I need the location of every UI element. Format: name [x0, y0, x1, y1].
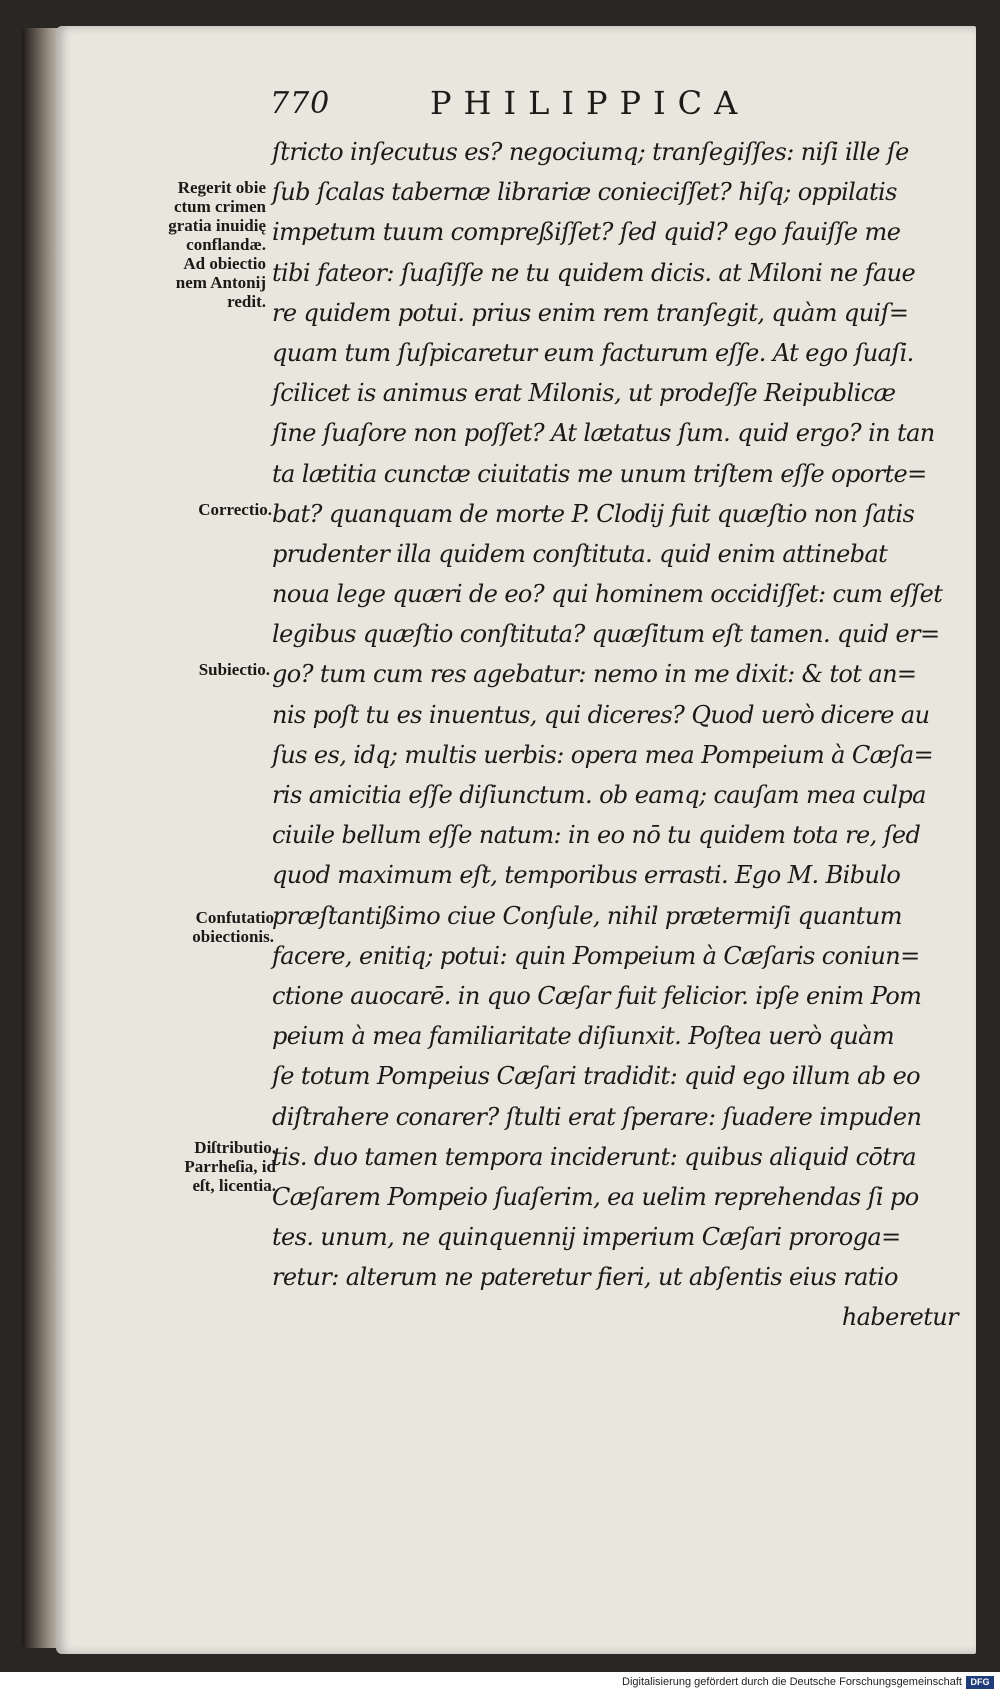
text-line: præſtantißimo ciue Conſule, nihil prætermiſi quantum [272, 901, 902, 930]
footer-credit: Digitalisierung gefördert durch die Deutsche Forschungsgemeinschaft [622, 1676, 962, 1688]
text-line: retur: alterum ne pateretur fieri, ut abſentis eius ratio [272, 1263, 898, 1292]
margin-note-line: Confutatio [195, 908, 274, 927]
text-line: ctione auocarē. in quo Cæſar fuit felicior. ipſe enim Pom [272, 981, 922, 1010]
text-line: noua lege quæri de eo? qui hominem occidiſſet: cum eſſet [272, 580, 943, 609]
text-line: tes. unum, ne quinquennij imperium Cæſari proroga= [272, 1223, 901, 1252]
footer-bar [0, 1672, 1000, 1694]
catchword: haberetur [841, 1303, 958, 1332]
text-line: ta lætitia cunctæ ciuitatis me unum triſtem eſſe oporte= [272, 459, 927, 488]
page-header [270, 84, 810, 124]
text-line: quod maximum eſt, temporibus errasti. Ego M. Bibulo [272, 861, 901, 890]
margin-note-line: gratia inuidię [168, 216, 266, 235]
margin-note-line: Regerit obie [177, 178, 266, 197]
text-line: legibus quæſtio conſtituta? quæſitum eſt tamen. quid er= [272, 620, 940, 649]
text-line: peium à mea familiaritate diſiunxit. Poſtea uerò quàm [272, 1022, 895, 1051]
text-line: ſe totum Pompeius Cæſari tradidit: quid ego illum ab eo [272, 1062, 921, 1091]
text-line: bat? quanquam de morte P. Clodij fuit quæſtio non ſatis [272, 499, 915, 528]
text-line: Cæſarem Pompeio ſuaſerim, ea uelim reprehendas ſi po [272, 1182, 919, 1211]
margin-note-confutatio [112, 908, 274, 946]
text-line: impetum tuum compreßiſſet? ſed quid? ego fauiſſe me [272, 218, 901, 247]
text-line: ris amicitia eſſe diſiunctum. ob eamq; cauſam mea culpa [272, 781, 926, 809]
margin-note-line: Correctio. [198, 500, 272, 519]
text-line: ſtricto inſecutus es? negociumq; tranſegiſſes: niſi ille ſe [272, 138, 909, 166]
margin-note-line: ctum crimen [173, 197, 266, 216]
text-line: prudenter illa quidem conſtituta. quid enim attinebat [272, 539, 888, 568]
margin-note-regerit [126, 178, 266, 311]
text-line: ſine ſuaſore non poſſet? At lætatus ſum. quid ergo? in tan [272, 419, 935, 448]
text-line: ſcilicet is animus erat Milonis, ut prodeſſe Reipublicæ [272, 379, 896, 408]
text-line: ſus es, idq; multis uerbis: opera mea Pompeium à Cæſa= [272, 740, 934, 769]
text-line: ſub ſcalas tabernæ librariæ conieciſſet? hiſq; oppilatis [272, 178, 897, 207]
text-line: facere, enitiq; potui: quin Pompeium à Cæſaris coniun= [272, 941, 920, 970]
text-line: ciuile bellum eſſe natum: in eo nō tu quidem tota re, ſed [272, 821, 921, 850]
text-line: tibi fateor: ſuaſiſſe ne tu quidem dicis. at Miloni ne faue [272, 258, 916, 287]
text-line: tis. duo tamen tempora inciderunt: quibus aliquid cōtra [272, 1142, 916, 1171]
margin-note-line: eſt, licentia. [192, 1176, 276, 1195]
text-line: nis poſt tu es inuentus, qui diceres? Quod uerò dicere au [272, 700, 930, 729]
margin-note-line: conflandæ. [186, 235, 266, 254]
text-line: quam tum ſuſpicaretur eum facturum eſſe. At ego ſuaſi. [272, 338, 914, 367]
margin-note-line: Diſtributio. [194, 1138, 276, 1157]
text-line: go? tum cum res agebatur: nemo in me dixit: & tot an= [272, 660, 917, 689]
margin-note-line: nem Antonij [175, 273, 266, 292]
text-line: re quidem potui. prius enim rem tranſegit, quàm quiſ= [272, 298, 909, 327]
text-line: diſtrahere conarer? ſtulti erat ſperare: ſuadere impuden [272, 1102, 922, 1131]
margin-note-distributio [112, 1138, 276, 1195]
margin-note-correctio [126, 500, 272, 519]
margin-note-line: Ad obiectio [183, 254, 266, 273]
running-title: PHILIPPICA [430, 84, 750, 122]
dfg-logo: DFG [966, 1676, 994, 1689]
margin-note-subiectio [126, 660, 270, 679]
margin-note-line: Subiectio. [198, 660, 270, 679]
margin-note-line: Parrheſia, id [184, 1157, 276, 1176]
margin-note-line: obiectionis. [192, 927, 274, 946]
margin-note-line: redit. [227, 292, 266, 311]
main-text-block [272, 132, 962, 1338]
page-number: 770 [270, 86, 331, 121]
